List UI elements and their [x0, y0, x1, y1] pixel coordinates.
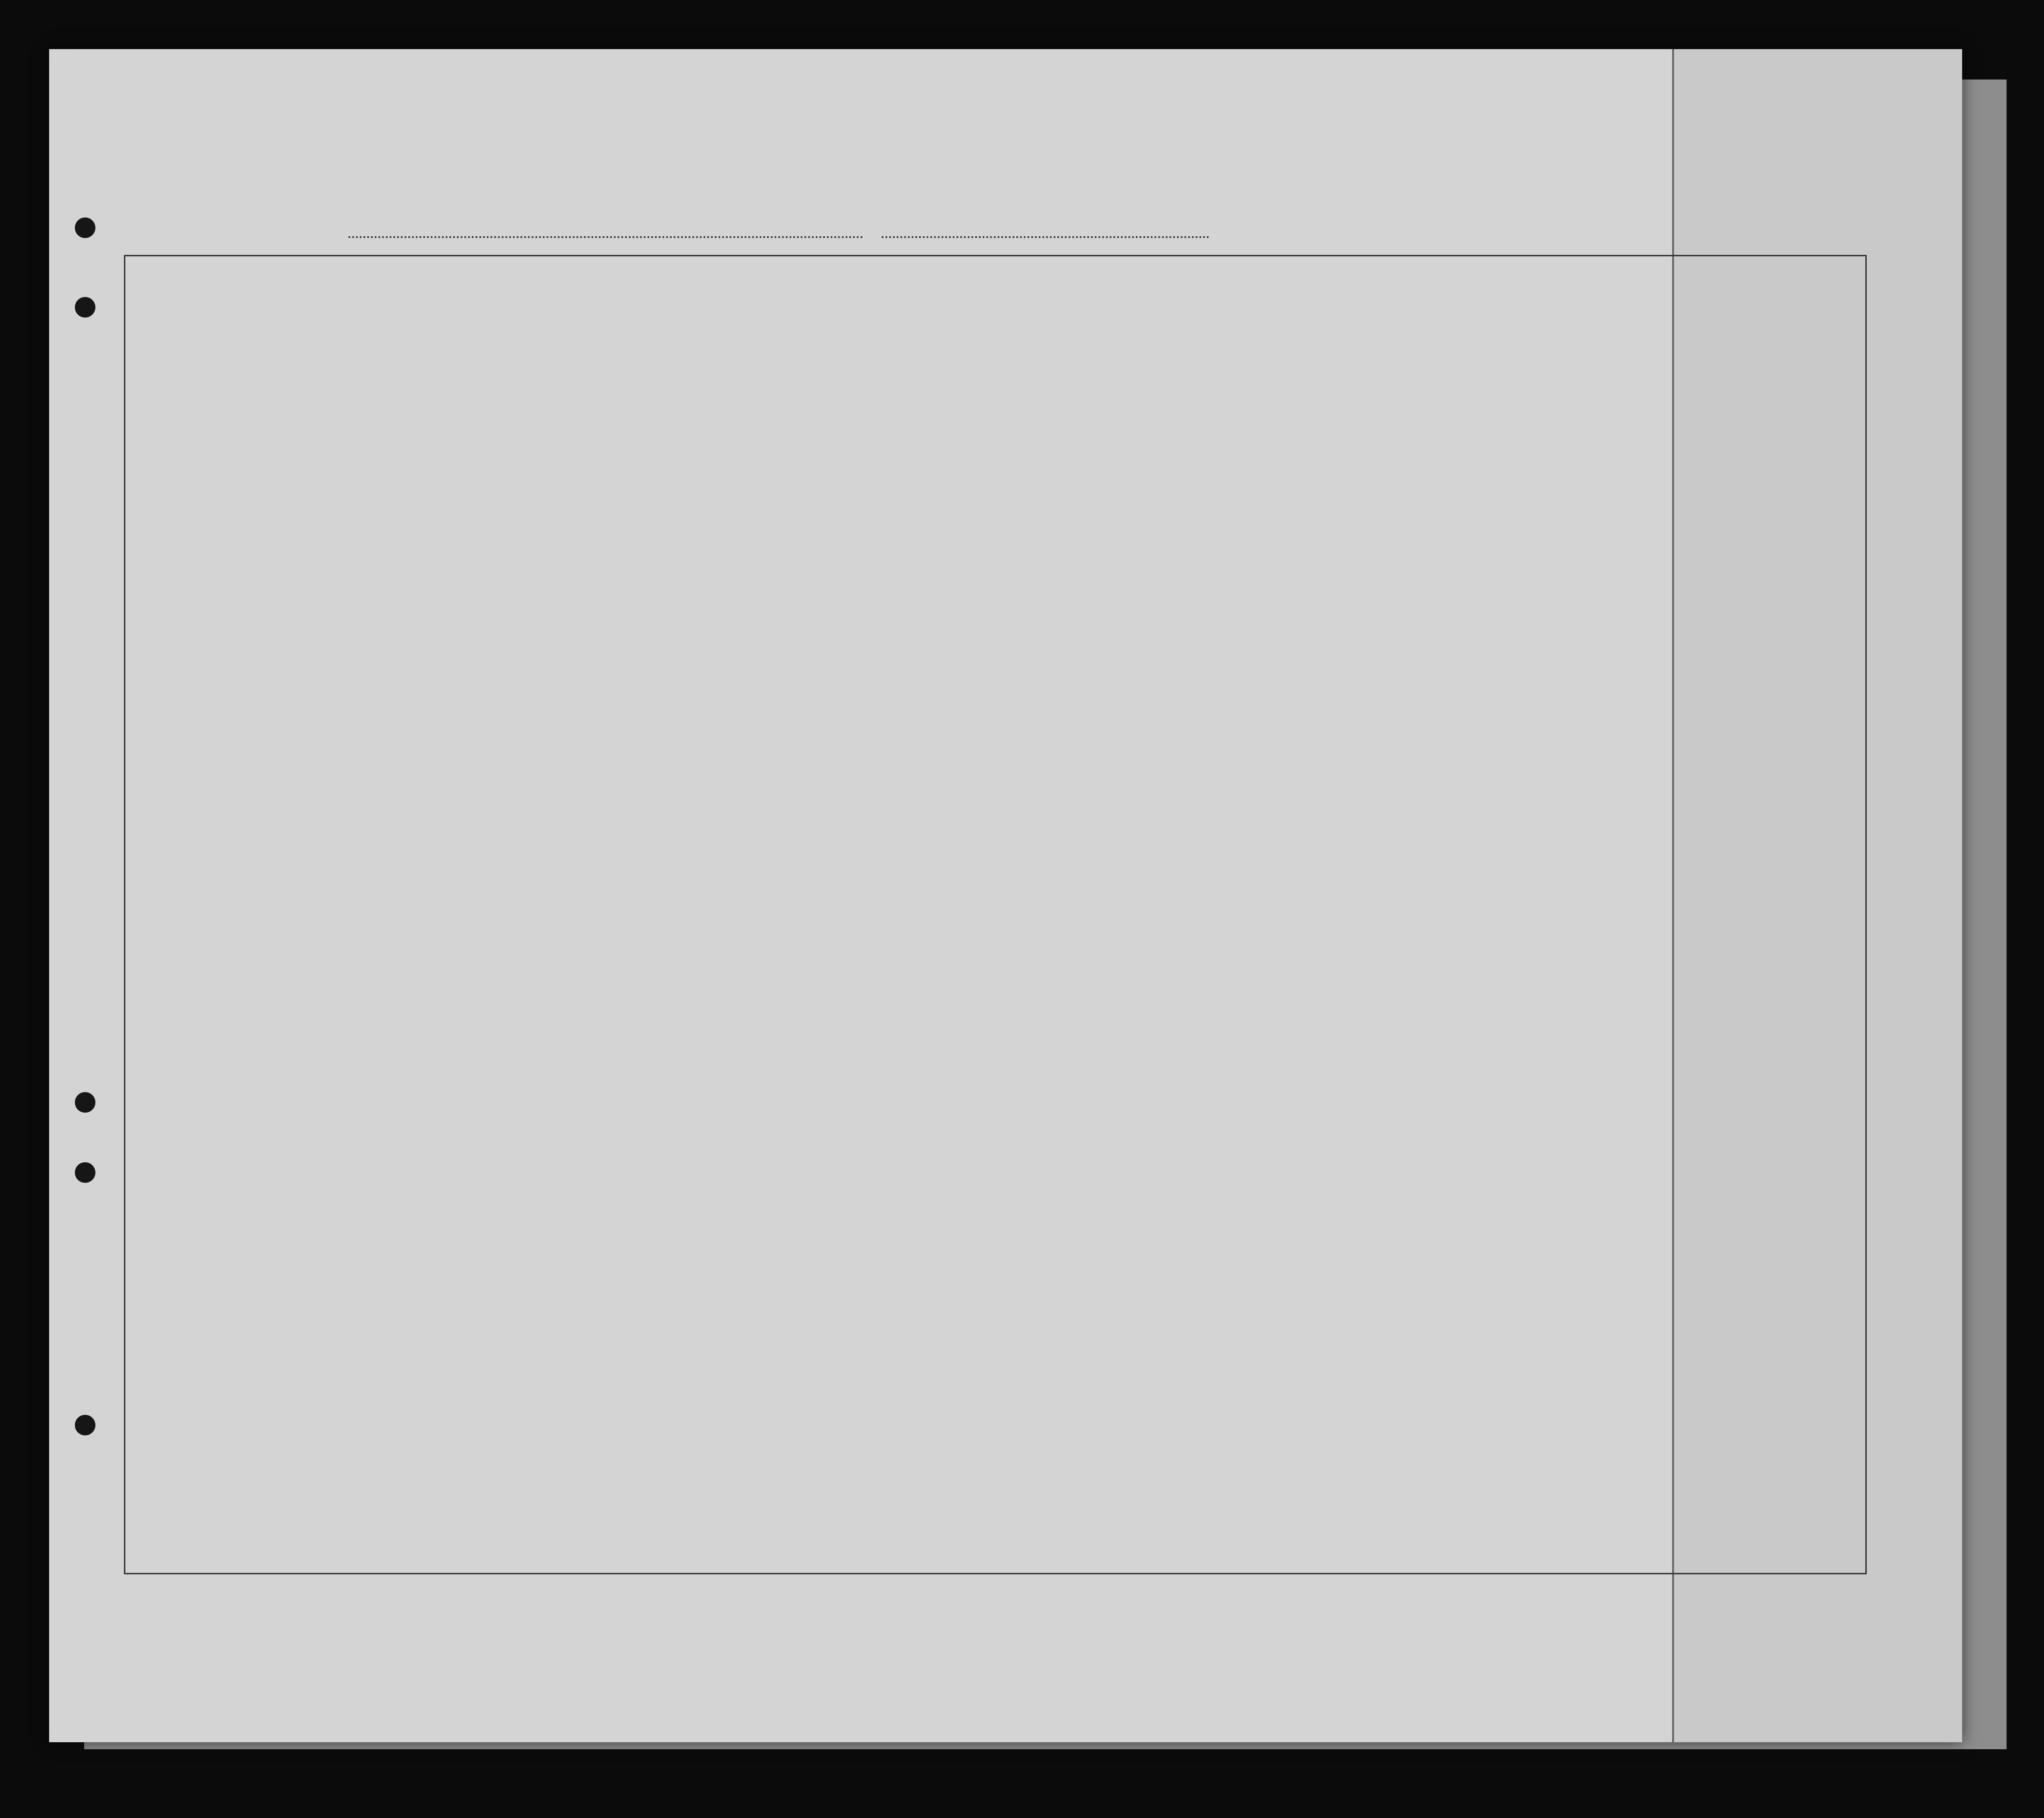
manifest-page [49, 49, 1962, 1742]
manifest-table [124, 255, 1867, 1574]
punch-hole [75, 1162, 95, 1183]
punch-hole [75, 1415, 95, 1435]
punch-hole [75, 297, 95, 318]
port-line [348, 236, 863, 238]
punch-hole [75, 217, 95, 238]
date-line [882, 236, 1209, 238]
punch-hole [75, 1092, 95, 1113]
